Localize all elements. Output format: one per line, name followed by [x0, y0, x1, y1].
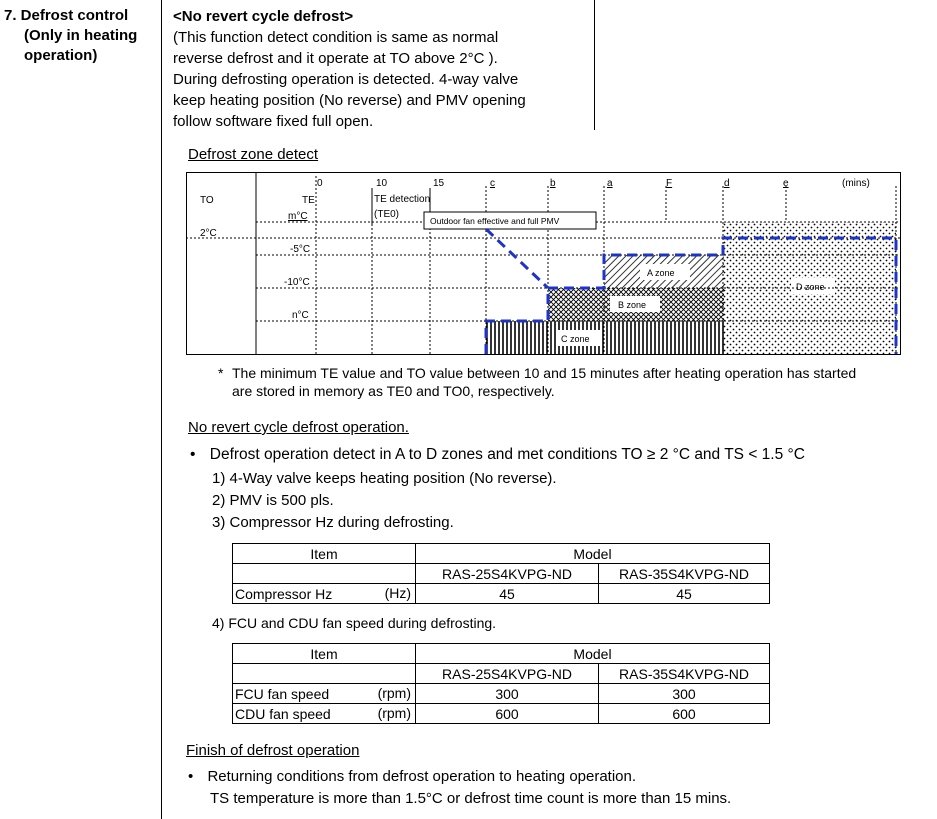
time-d: d	[724, 178, 730, 189]
row-label: FCU fan speed	[235, 685, 330, 702]
zone-b-label: B zone	[618, 300, 647, 310]
section-title-line-2: (Only in heating	[24, 27, 138, 44]
table1-item-header: Item	[233, 544, 416, 564]
section-title-line-3: operation)	[24, 47, 98, 64]
zone-d-label: D zone	[796, 282, 825, 292]
section-title	[4, 6, 156, 66]
step-4: 4) FCU and CDU fan speed during defrosting.	[212, 615, 497, 631]
intro-line-3: During defrosting operation is detected. 4-way valve	[173, 71, 519, 88]
step-1: 1) 4-Way valve keeps heating position (No reverse).	[212, 470, 557, 487]
finish-bullet	[188, 768, 636, 785]
row-unit: (Hz)	[384, 585, 411, 601]
two-degree-label: 2°C	[200, 228, 217, 239]
intro-box-right-border	[594, 0, 595, 130]
zone-c-label: C zone	[561, 334, 590, 344]
fan-speed-table	[232, 643, 770, 724]
table2-model-header: Model	[416, 644, 770, 664]
finish-line-1: Returning conditions from defrost operation to heating operation.	[207, 768, 637, 785]
intro-line-5: follow software fixed full open.	[173, 113, 374, 130]
intro-heading: <No revert cycle defrost>	[173, 8, 354, 25]
no-revert-bullet-text: Defrost operation detect in A to D zones and met conditions TO ≥ 2 °C and TS < 1.5 °C	[209, 446, 805, 463]
te-label: TE	[302, 195, 315, 206]
table-row	[233, 584, 770, 604]
bullet-symbol: •	[188, 768, 194, 785]
te0-label: (TE0)	[374, 209, 399, 220]
time-0: 0	[317, 178, 323, 189]
to-label: TO	[200, 195, 214, 206]
row-label: CDU fan speed	[235, 705, 331, 722]
footnote-text: The minimum TE value and TO value between 10 and 15 minutes after heating operation has started are stored in memory as TE0 and TO0, respectively.	[232, 365, 857, 399]
table1-model-35: RAS-35S4KVPG-ND	[599, 564, 770, 584]
intro-line-1: (This function detect condition is same as normal	[173, 29, 499, 46]
row-value: 45	[416, 584, 599, 604]
finish-heading: Finish of defrost operation	[186, 742, 360, 759]
n-label: n°C	[292, 310, 309, 321]
bullet-symbol: •	[190, 446, 196, 463]
minus5-label: -5°C	[290, 244, 311, 255]
table2-model-25: RAS-25S4KVPG-ND	[416, 664, 599, 684]
compressor-table	[232, 543, 770, 604]
row-label: Compressor Hz	[235, 585, 333, 602]
time-10: 10	[376, 178, 388, 189]
row-unit: (rpm)	[377, 685, 411, 701]
row-value: 300	[599, 684, 770, 704]
zone-detect-heading: Defrost zone detect	[188, 146, 319, 163]
time-b: b	[550, 178, 556, 189]
table-row	[233, 684, 770, 704]
table-row	[233, 704, 770, 724]
intro-line-2: reverse defrost and it operate at TO above 2°C ).	[173, 50, 498, 67]
intro-paragraph	[173, 6, 526, 132]
no-revert-heading: No revert cycle defrost operation.	[188, 419, 409, 436]
outdoor-fan-label: Outdoor fan effective and full PMV	[430, 216, 560, 226]
finish-line-2: TS temperature is more than 1.5°C or defrost time count is more than 15 mins.	[210, 790, 732, 807]
step-2: 2) PMV is 500 pls.	[212, 492, 334, 509]
intro-line-4: keep heating position (No reverse) and PMV opening	[173, 92, 526, 109]
table2-item-header: Item	[233, 644, 416, 664]
table2-model-35: RAS-35S4KVPG-ND	[599, 664, 770, 684]
time-c: c	[490, 178, 495, 189]
row-value: 600	[599, 704, 770, 724]
row-value: 300	[416, 684, 599, 704]
time-F: F	[666, 178, 673, 189]
no-revert-bullet	[190, 446, 805, 464]
time-mins: (mins)	[842, 178, 870, 189]
table1-model-header: Model	[416, 544, 770, 564]
row-value: 45	[599, 584, 770, 604]
row-unit: (rpm)	[377, 705, 411, 721]
m-label: m°C	[288, 211, 308, 222]
footnote-star: *	[218, 365, 224, 381]
zone-a-label: A zone	[647, 268, 675, 278]
minus10-label: -10°C	[284, 277, 310, 288]
time-15: 15	[433, 178, 445, 189]
column-divider	[161, 0, 162, 819]
step-3: 3) Compressor Hz during defrosting.	[212, 514, 454, 531]
row-value: 600	[416, 704, 599, 724]
zone-c-fill	[486, 321, 724, 354]
table1-model-25: RAS-25S4KVPG-ND	[416, 564, 599, 584]
time-e: e	[783, 178, 789, 189]
te-detection-label: TE detection	[374, 194, 431, 205]
defrost-zone-chart	[186, 172, 902, 356]
time-a: a	[607, 178, 613, 189]
section-title-line-1: 7. Defrost control	[4, 7, 129, 24]
